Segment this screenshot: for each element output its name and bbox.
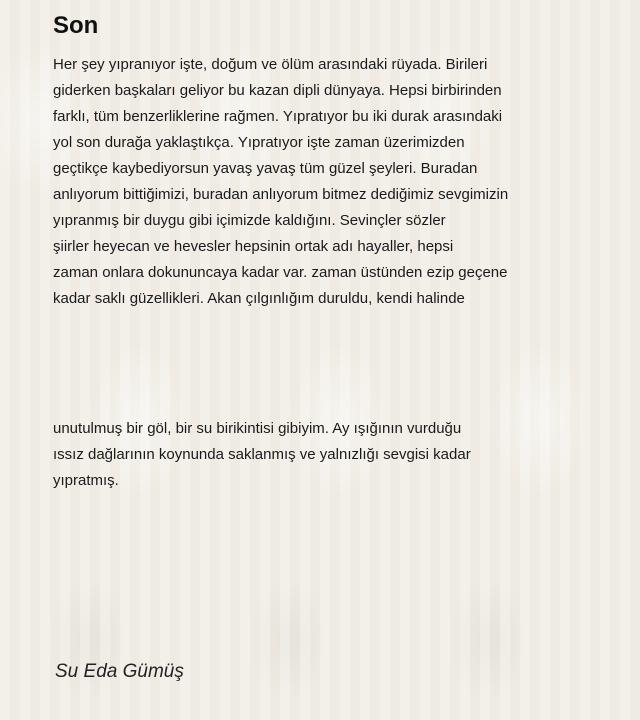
poem-line: yol son durağa yaklaştıkça. Yıpratıyor işte zaman üzerimizden [53,134,465,151]
poem-line: şiirler heyecan ve hevesler hepsinin ortak adı hayaller, hepsi [53,238,454,255]
poem-line: Her şey yıpranıyor işte, doğum ve ölüm arasındaki rüyada. Birileri [53,56,488,73]
poem-line: giderken başkaları geliyor bu kazan dipli dünyaya. Hepsi birbirinden [53,82,502,99]
poem-line: unutulmuş bir göl, bir su birikintisi gibiyim. Ay ışığının vurduğu [53,420,462,437]
poem-body [53,52,613,494]
stanza-2 [53,416,613,494]
poem-line: ıssız dağlarının koynunda saklanmış ve yalnızlığı sevgisi kadar [53,446,471,463]
poem-line: geçtikçe kaybediyorsun yavaş yavaş tüm güzel şeyleri. Buradan [53,160,478,177]
poem-title: Son [53,12,99,39]
poem-line: farklı, tüm benzerliklerine rağmen. Yıpratıyor bu iki durak arasındaki [53,108,503,125]
poem-line: yıpranmış bir duygu gibi içimizde kaldığını. Sevinçler sözler [53,212,446,229]
stanza-1 [53,52,613,312]
poem-line: anlıyorum bittiğimizi, buradan anlıyorum bitmez dediğimiz sevgimizin [53,186,509,203]
poem-line: zaman onlara dokununcaya kadar var. zaman üstünden ezip geçene [53,264,508,281]
poem-line: yıpratmış. [53,472,119,489]
poem-line: kadar saklı güzellikleri. Akan çılgınlığım duruldu, kendi halinde [53,290,465,307]
author-signature: Su Eda Gümüş [55,661,184,682]
